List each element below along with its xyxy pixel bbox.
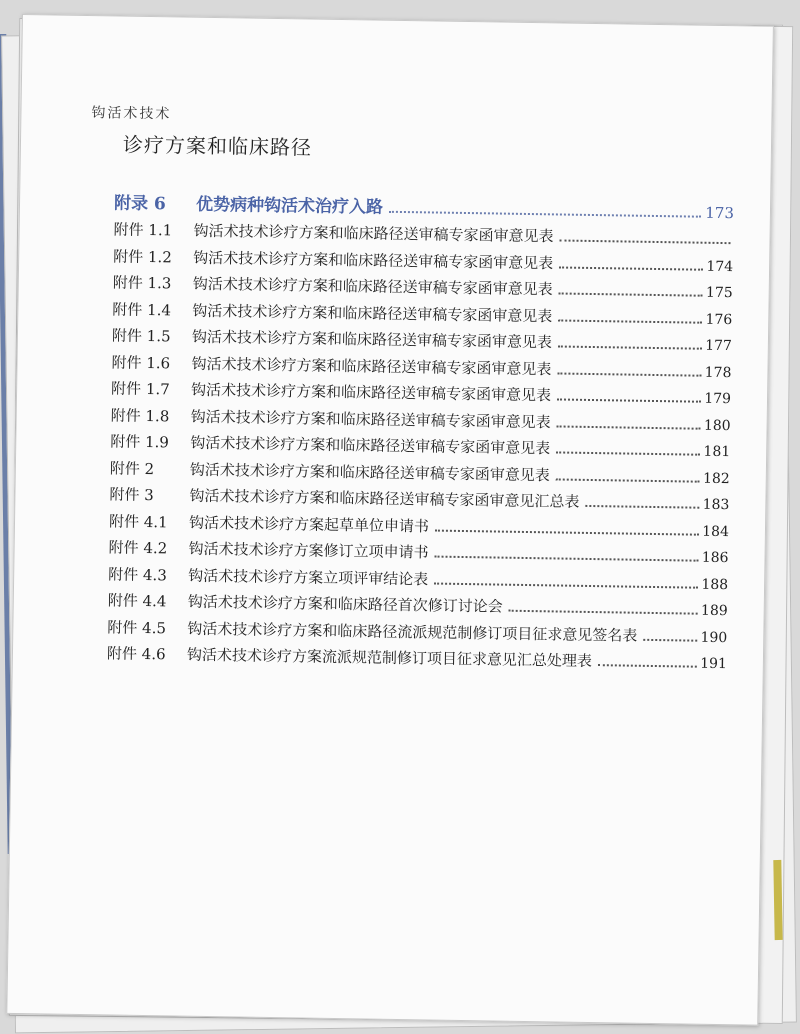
toc-entry-title: 钩活术技术诊疗方案和临床路径送审稿专家函审意见表 bbox=[192, 301, 553, 325]
toc-entry-label: 附件 4.2 bbox=[108, 538, 168, 558]
toc-entry-page-number: 190 bbox=[700, 629, 728, 646]
leader-dots bbox=[558, 319, 702, 323]
toc-entry-label: 附件 4.1 bbox=[108, 511, 168, 531]
toc-entry-label: 附件 1.3 bbox=[112, 273, 172, 293]
toc-entry-title: 钩活术技术诊疗方案和临床路径送审稿专家函审意见汇总表 bbox=[189, 486, 580, 511]
toc-entry-label: 附件 1.8 bbox=[110, 405, 170, 425]
toc-entry-page-number: 176 bbox=[705, 311, 733, 328]
toc-entry-label: 附件 1.6 bbox=[111, 352, 171, 372]
toc-entry-label: 附件 4.6 bbox=[106, 644, 166, 664]
section-page-number: 173 bbox=[705, 203, 735, 223]
leader-dots bbox=[557, 425, 701, 429]
toc-entry-page-number: 183 bbox=[702, 496, 730, 514]
leader-dots bbox=[435, 556, 699, 562]
toc-entry-label: 附件 4.4 bbox=[107, 591, 167, 611]
leader-dots bbox=[509, 610, 698, 615]
toc-entry-title: 钩活术技术诊疗方案立项评审结论表 bbox=[188, 566, 429, 588]
toc-entry-label: 附件 1.4 bbox=[112, 299, 172, 319]
toc-entry-page-number: 177 bbox=[705, 337, 732, 355]
toc-entry-label: 附件 3 bbox=[109, 485, 154, 505]
toc-section-heading bbox=[114, 188, 734, 223]
toc-entry-title: 钩活术技术诊疗方案和临床路径送审稿专家函审意见表 bbox=[190, 407, 551, 431]
toc-entry-page-number: 175 bbox=[705, 284, 733, 302]
toc-entry-page-number: 178 bbox=[704, 364, 732, 381]
toc-entry-title: 钩活术技术诊疗方案流派规范制修订项目征求意见汇总处理表 bbox=[186, 645, 593, 671]
section-label: 附录 6 bbox=[113, 193, 166, 215]
toc-entry-title: 钩活术技术诊疗方案和临床路径送审稿专家函审意见表 bbox=[189, 460, 550, 484]
toc-entry-page-number: 186 bbox=[701, 549, 729, 567]
toc-entry-title: 钩活术技术诊疗方案和临床路径送审稿专家函审意见表 bbox=[190, 380, 552, 405]
book-page bbox=[6, 14, 774, 1026]
toc-entry-page-number: 179 bbox=[704, 390, 732, 408]
leader-dots bbox=[556, 451, 700, 455]
leader-dots bbox=[435, 529, 699, 535]
toc-entry-label: 附件 1.2 bbox=[113, 246, 172, 266]
leader-dots bbox=[585, 505, 699, 509]
toc-entry-page-number: 182 bbox=[702, 470, 730, 487]
toc-entry-label: 附件 4.5 bbox=[107, 617, 167, 637]
toc-entry-title: 钩活术技术诊疗方案和临床路径送审稿专家函审意见表 bbox=[193, 221, 554, 246]
toc-entry-title: 钩活术技术诊疗方案和临床路径送审稿专家函审意见表 bbox=[192, 274, 553, 299]
toc-entry-page-number: 174 bbox=[706, 258, 734, 275]
toc-entry-label: 附件 1.1 bbox=[113, 220, 173, 240]
toc-entry-title: 钩活术技术诊疗方案和临床路径送审稿专家函审意见表 bbox=[190, 433, 551, 458]
leader-dots bbox=[434, 582, 698, 588]
leader-dots bbox=[389, 211, 701, 218]
toc-entry-label: 附件 4.3 bbox=[108, 564, 167, 584]
toc-entry-page-number: 180 bbox=[703, 417, 731, 434]
leader-dots bbox=[643, 638, 697, 641]
leader-dots bbox=[558, 345, 702, 349]
toc-entry-title: 钩活术技术诊疗方案和临床路径首次修订讨论会 bbox=[187, 592, 503, 616]
toc-entry-page-number: 188 bbox=[701, 576, 729, 593]
toc-entry-title: 钩活术技术诊疗方案修订立项申请书 bbox=[188, 539, 429, 562]
toc-entry-page-number: 181 bbox=[703, 443, 731, 461]
toc-entry-label: 附件 2 bbox=[109, 458, 155, 478]
toc-entry-label: 附件 1.5 bbox=[111, 326, 171, 346]
toc-entry-title: 钩活术技术诊疗方案和临床路径流派规范制修订项目征求意见签名表 bbox=[187, 619, 638, 645]
leader-dots bbox=[557, 398, 701, 402]
toc-entry-title: 钩活术技术诊疗方案起草单位申请书 bbox=[188, 513, 430, 535]
header-series-title: 钩活术技术 bbox=[91, 105, 172, 123]
toc-entry-title: 钩活术技术诊疗方案和临床路径送审稿专家函审意见表 bbox=[193, 248, 554, 272]
leader-dots bbox=[559, 292, 703, 296]
leader-dots bbox=[598, 664, 697, 668]
toc-entry-page-number: 184 bbox=[702, 523, 730, 540]
leader-dots bbox=[557, 372, 701, 376]
leader-dots bbox=[559, 266, 703, 270]
toc-entry-label: 附件 1.9 bbox=[110, 432, 170, 452]
toc-entry-label: 附件 1.7 bbox=[110, 379, 170, 399]
toc-entry-page-number: 189 bbox=[700, 602, 728, 620]
toc-list bbox=[107, 218, 734, 678]
header-book-title: 诊疗方案和临床路径 bbox=[122, 132, 313, 160]
page-stack-accent bbox=[773, 860, 782, 940]
toc-entry-title: 钩活术技术诊疗方案和临床路径送审稿专家函审意见表 bbox=[191, 327, 553, 352]
leader-dots bbox=[556, 478, 700, 482]
toc-entry-page-number: 191 bbox=[700, 655, 728, 673]
toc-entry-title: 钩活术技术诊疗方案和临床路径送审稿专家函审意见表 bbox=[191, 354, 552, 378]
section-title: 优势病种钩活术治疗入路 bbox=[195, 194, 384, 218]
leader-dots bbox=[560, 239, 731, 244]
